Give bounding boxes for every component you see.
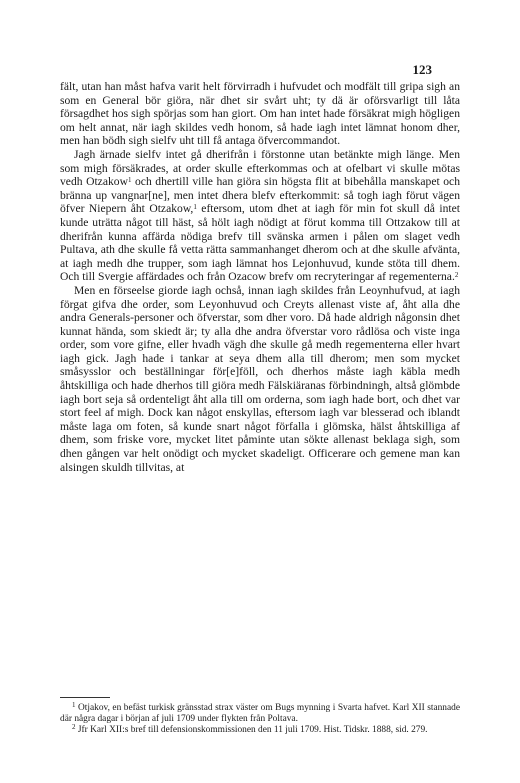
footnote-marker: 1: [127, 176, 132, 185]
paragraph-2-text-3: eftersom, utom dhet at iagh för min fot skull då intet kunde uträtta något till häst, så hölt iagh nödigt at förut komma till Ottzakow till at dherifrån kunna affärda nödiga brefv till svänska armen i pålen om slaget vedh Pultava, ath dhe skulle få vetta rätta sammanhanget dherom och at dhe skulle afvänta, at iagh medh dhe trupper, som iagh lämnat hos Lejonhuvud, kunde stöta till dhem. Och till Svergie affärdades och från Ozacow brefv om recryteringar af regementerna.: [60, 202, 460, 284]
footnote-text: Otjakov, en befäst turkisk gränsstad strax väster om Bugs mynning i Svarta hafvet. Karl XII stannade där några dagar i början af juli 1709 under flykten från Poltava.: [60, 703, 460, 725]
paragraph-2-text-1: Jagh ärnade sielfv intet gå dherifrån i förstonne utan betänkte migh länge. Men som migh försäkrades, at order skulle efterkommas och at ofelbart vi skulle mötas vedh Otzakow: [60, 147, 460, 189]
footnotes: [60, 703, 460, 737]
paragraph-2: [60, 148, 460, 284]
footnote-marker: 1: [193, 203, 197, 212]
paragraph-2-text-2: och dhertill ville han giöra sin högsta flit at bibehålla manskapet och bränna up vangnar[ne], men intet dhera blefv efterkommit: så togh iagh förut vägen öfver Niepern åht Otzakow,: [60, 175, 460, 216]
page-number: 123: [412, 62, 432, 77]
footnote-number: 2: [72, 723, 76, 732]
footnote-1: [60, 703, 460, 725]
footnote-text: Jfr Karl XII:s bref till defensionskommissionen den 11 juli 1709. Hist. Tidskr. 1888, sid. 279.: [77, 725, 428, 736]
footnote-number: 1: [72, 701, 76, 709]
footnote-marker: 2: [454, 271, 459, 280]
body-text: [60, 80, 460, 474]
footnote-divider: [60, 697, 110, 698]
paragraph-1: fält, utan han måst hafva varit helt förvirradh i hufvudet och modfält till gripa sigh an som en General bör giöra, när dhet sir svårt uht; ty dä är oförsvarligt till låta försagdhet hos sigh spörjas som han giort. Om han intet hade försäkrat migh högligen om helt annat, när iagh skildes vedh honom, så hade iagh intet lämnat honom dher, men han bödh sigh sielfv uht till få antaga öfvercommandot.: [60, 80, 460, 148]
footnote-2: [60, 725, 460, 736]
paragraph-3: Men en förseelse giorde iagh ochså, innan iagh skildes från Leoynhufvud, at iagh förgat gifva dhe order, som Leyonhuvud och Creyts allenast viste af, åht alla dhe andra Generals-personer och öfverstar, som dher voro. Då hade aldrigh någonsin dhet kunnat hända, som skiedt är; ty alla dhe andra öfverstar voro rådlösa och viste inga order, som vore gifne, eller hvadh vägh dhe skulle gå medh regementerna eller hvart iagh gick. Jagh hade i tankar at seya dhem alla till dherom; men som mycket småsysslor och beställningar för[e]föll, och dherhos måste iagh käbla medh åhtskilliga och hade dherhos till giöra medh Fälskiäranas förbindningh, altså glömbde iagh bort seja så ordenteligt åht alla till om orderna, som iagh hade bort, och dhet var stort feel af migh. Dock kan något enskyllas, eftersom iagh var blesserad och iblandt måste laga om foten, så kunde snart något förfalla i glömska, hälst åhtskilliga af dhem, som friske vore, mycket litet påminte utan sökte allenast beklaga sigh, som dhen gången var helt onödigt och mycket skadeligt. Officerare och gemene man kan alsingen skuldh tillvitas, at: [60, 283, 460, 474]
